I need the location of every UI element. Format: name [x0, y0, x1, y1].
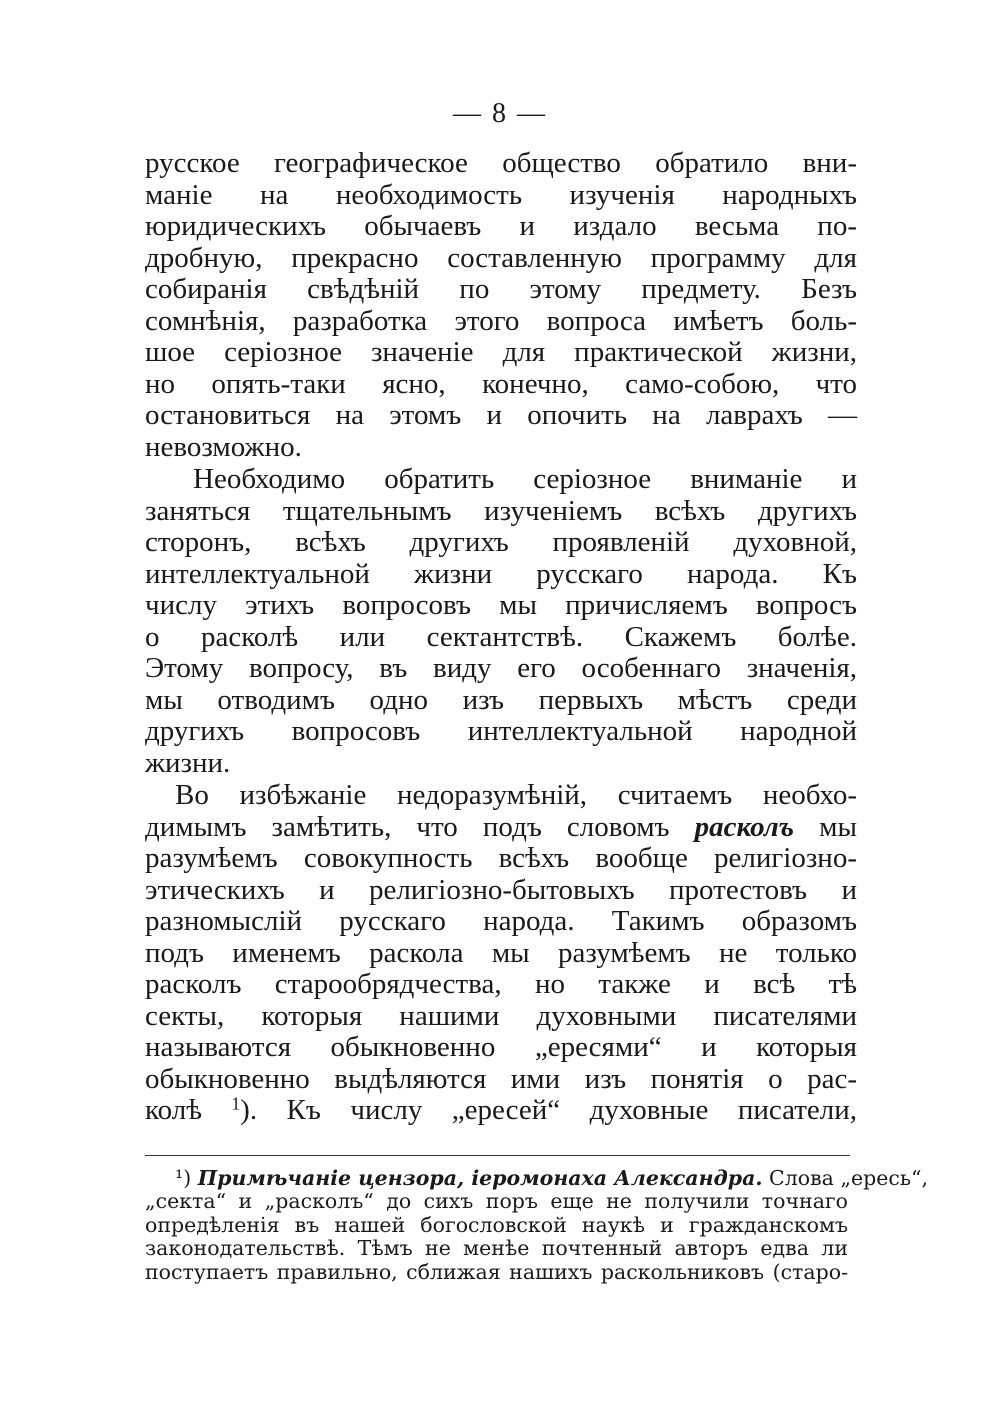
footnote	[145, 1166, 929, 1284]
text-run: колѣ	[145, 1094, 202, 1126]
text-line: маніе на необходимость изученія народныхъ	[145, 178, 857, 211]
text-line: сторонъ, всѣхъ другихъ проявленій духовной,	[145, 526, 857, 558]
footnote-heading: Примѣчаніе цензора, іеромонаха Александра.	[197, 1166, 763, 1190]
text-line: дробную, прекрасно составленную программу для	[145, 241, 857, 274]
text-line: русское географическое общество обратило вни-	[145, 147, 857, 179]
text-line: сомнѣнія, разработка этого вопроса имѣетъ боль-	[145, 304, 857, 337]
text-run: димымъ замѣтить, что подъ словомъ	[145, 810, 695, 843]
paragraph-1	[145, 148, 857, 463]
text-line: остановиться на этомъ и опочить на лаврахъ —	[145, 399, 857, 431]
text-line-with-footnote-ref	[145, 1095, 857, 1127]
text-line: собиранія свѣдѣній по этому предмету. Безъ	[145, 273, 857, 305]
text-line: этическихъ и религіозно-бытовыхъ протестовъ и	[145, 873, 857, 906]
text-line: шое серіозное значеніе для практической жизни,	[145, 336, 857, 368]
text-line: Необходимо обратить серіозное вниманіе и	[193, 463, 857, 495]
italic-term: расколъ	[694, 810, 795, 843]
page-number: — 8 —	[453, 98, 547, 129]
text-line: интеллектуальной жизни русскаго народа. Къ	[145, 557, 857, 590]
text-line: жизни.	[145, 746, 231, 779]
text-line: о расколѣ или сектантствѣ. Скажемъ болѣе.	[145, 620, 857, 653]
footnote-line	[145, 1166, 929, 1190]
text-line: Во избѣжаніе недоразумѣній, считаемъ необхо-	[175, 779, 857, 811]
paragraph-2	[145, 464, 857, 779]
text-run: ). Къ числу „ересей“ духовные писатели,	[240, 1094, 858, 1126]
text-line: другихъ вопросовъ интеллектуальной народной	[145, 715, 857, 747]
text-run: мы	[794, 810, 857, 843]
text-line: но опять-таки ясно, конечно, само-собою, что	[145, 367, 857, 400]
text-line: обыкновенно выдѣляются ими изъ понятія о рас-	[145, 1062, 857, 1095]
text-line: Этому вопросу, въ виду его особеннаго значенія,	[145, 652, 857, 684]
footnote-marker: ¹)	[175, 1166, 192, 1190]
footnote-reference[interactable]: 1	[231, 1093, 241, 1114]
footnote-line: опредѣленія въ нашей богословской наукѣ и гражданскомъ	[145, 1212, 848, 1237]
paragraph-3	[145, 780, 857, 1127]
text-line: расколъ старообрядчества, но также и всѣ тѣ	[145, 968, 857, 1000]
footnote-line: законодательствѣ. Тѣмъ не менѣе почтенный авторъ едва ли	[145, 1236, 848, 1261]
body-text	[145, 148, 857, 1127]
text-line: заняться тщательнымъ изученіемъ всѣхъ другихъ	[145, 494, 857, 527]
text-line: разумѣемъ совокупность всѣхъ вообще религіозно-	[145, 842, 857, 874]
text-run: Слова „ересь“,	[762, 1166, 929, 1190]
text-line: секты, которыя нашими духовными писателями	[145, 999, 857, 1032]
footnote-line: „секта“ и „расколъ“ до сихъ поръ еще не получили точнаго	[145, 1189, 848, 1214]
text-line-with-italic	[145, 812, 857, 844]
text-line: разномыслій русскаго народа. Такимъ образомъ	[145, 905, 857, 937]
text-line: невозможно.	[145, 430, 302, 463]
text-line: юридическихъ обычаевъ и издало весьма по-	[145, 210, 857, 242]
text-line: числу этихъ вопросовъ мы причисляемъ вопросъ	[145, 589, 857, 621]
text-line: мы отводимъ одно изъ первыхъ мѣстъ среди	[145, 683, 857, 716]
text-line: называются обыкновенно „ересями“ и которыя	[145, 1031, 857, 1063]
footnote-line: поступаетъ правильно, сближая нашихъ раскольниковъ (старо-	[145, 1259, 848, 1284]
footnote-divider	[145, 1155, 850, 1156]
text-line: подъ именемъ раскола мы разумѣемъ не только	[145, 936, 857, 969]
